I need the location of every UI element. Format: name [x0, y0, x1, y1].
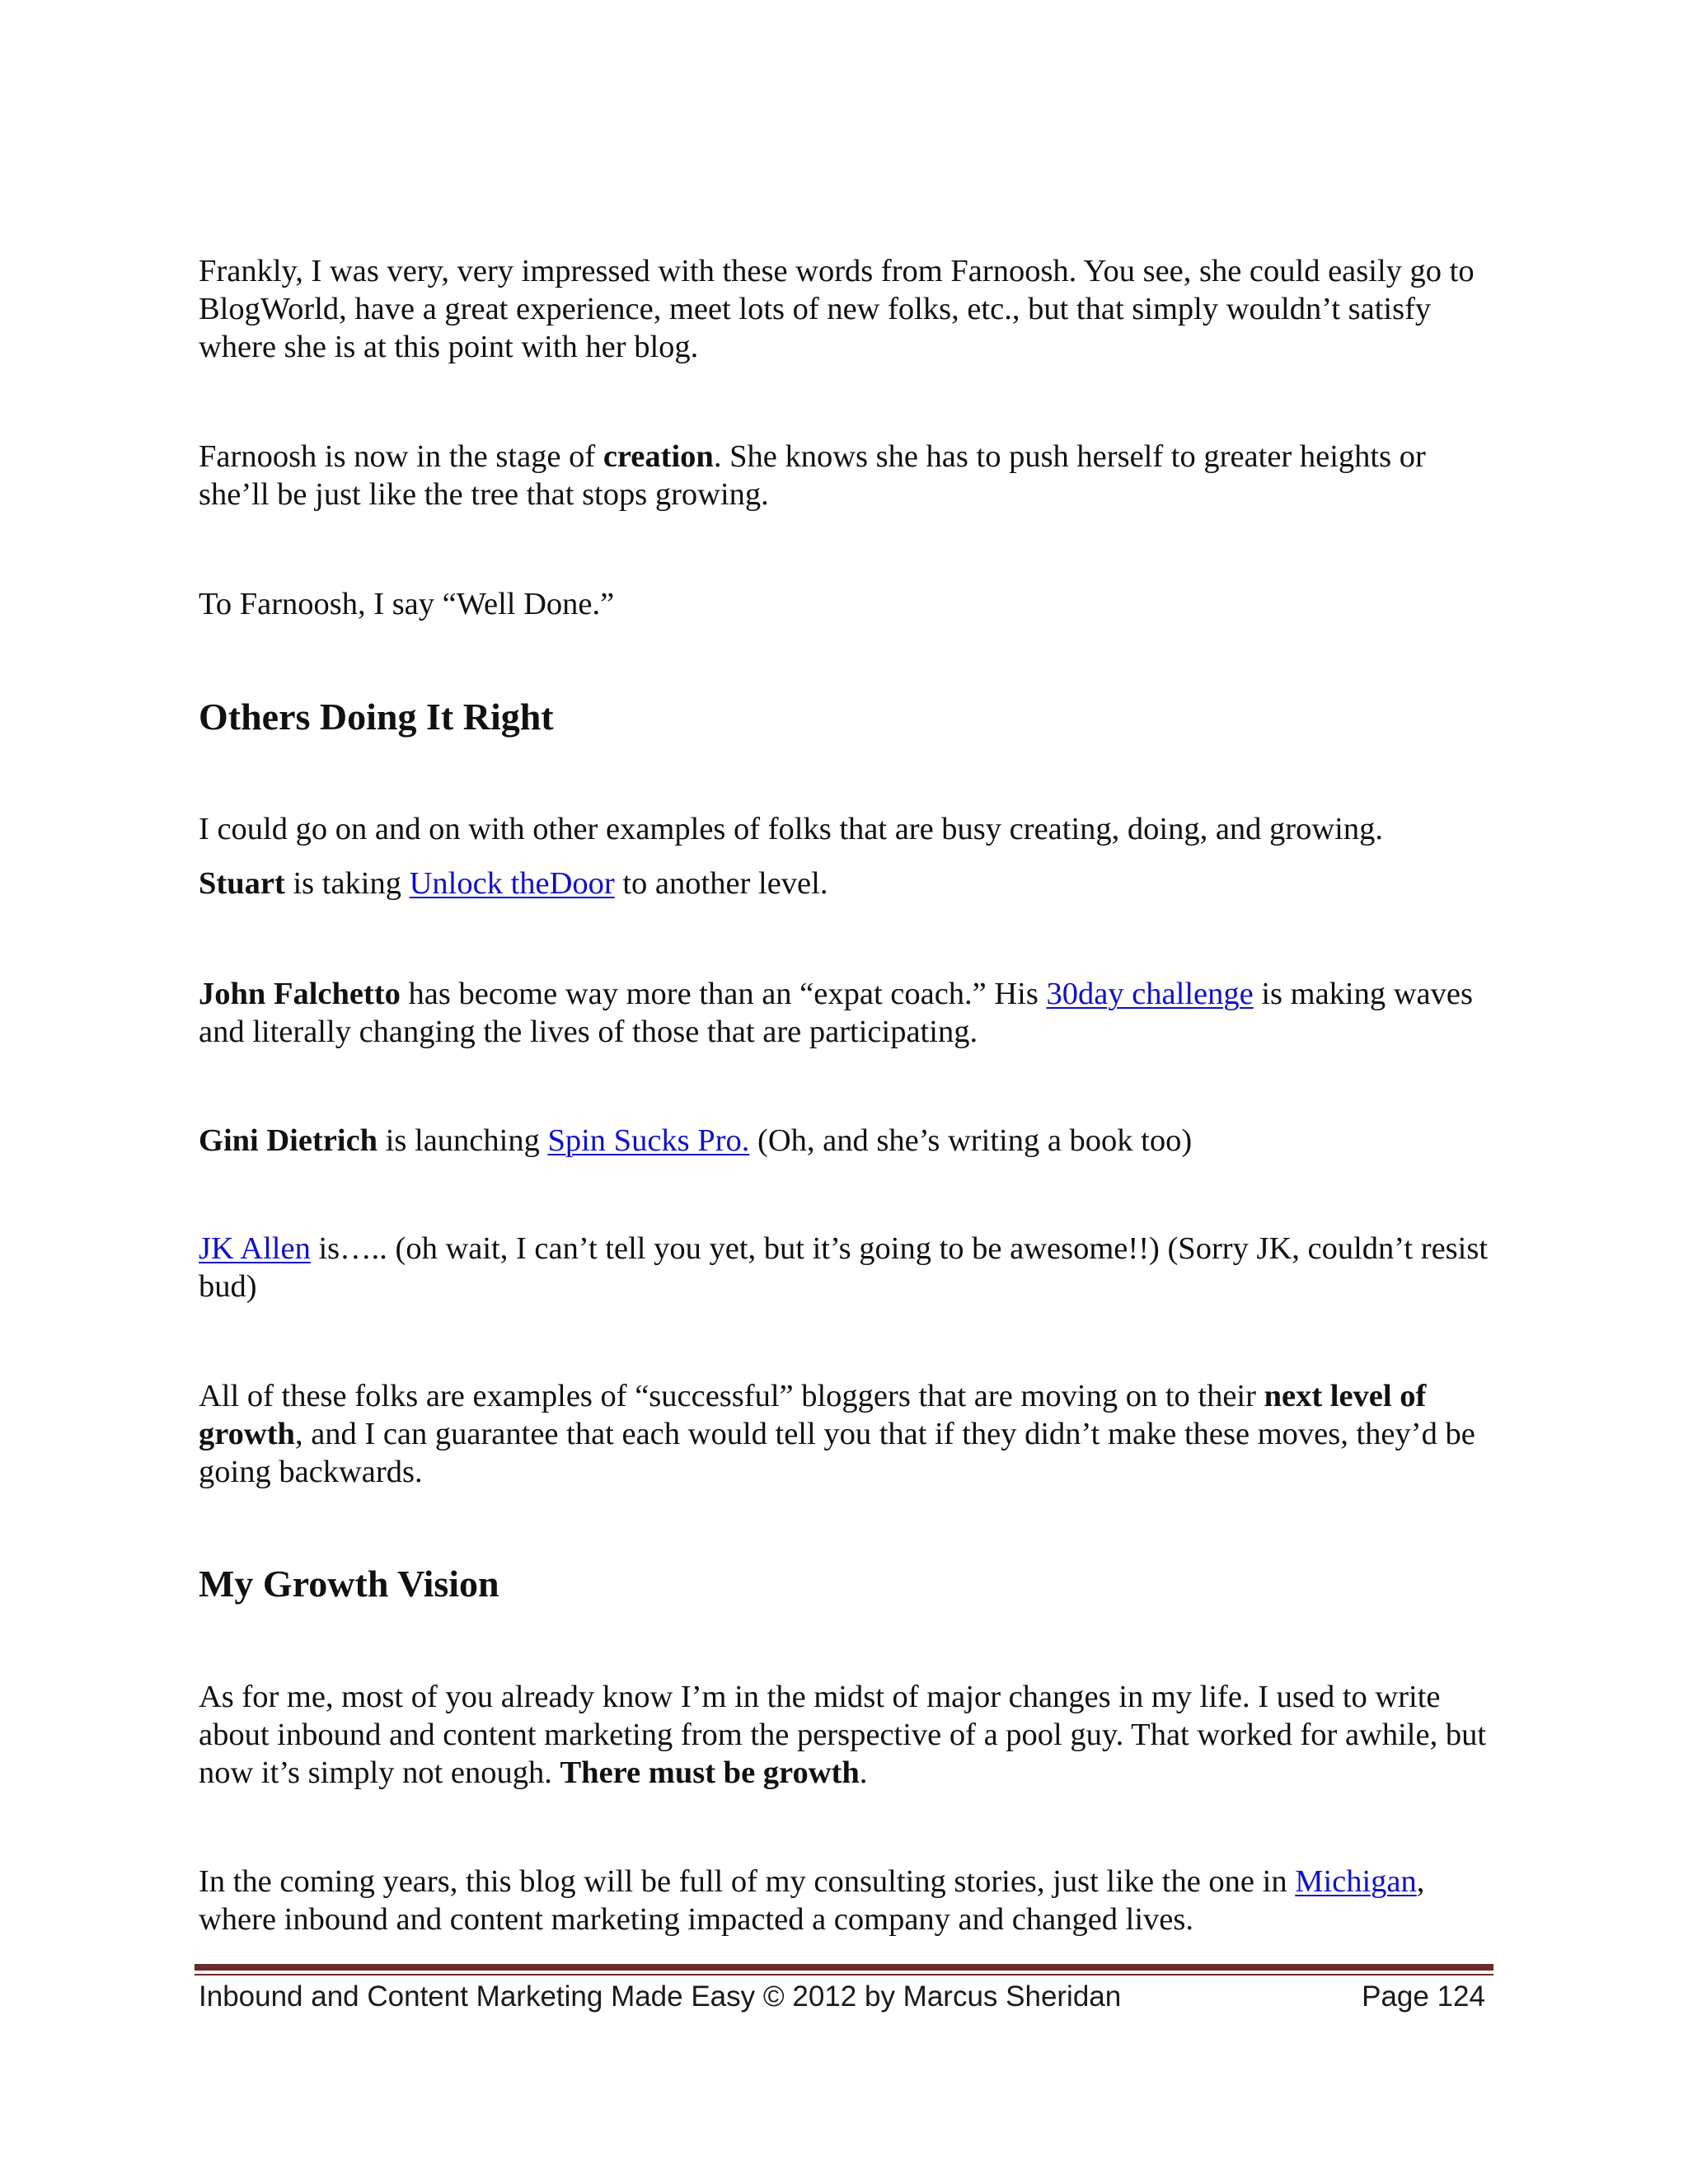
paragraph-gini-dietrich [199, 1122, 1493, 1160]
paragraph-text: is taking [284, 866, 410, 901]
footer-divider [195, 1964, 1493, 1971]
paragraph-text: In the coming years, this blog will be full of my consulting stories, just like the one in [199, 1864, 1296, 1899]
bold-next-level-of-growth: next level of growth [199, 1379, 1427, 1451]
paragraph-text: is launching [377, 1123, 548, 1158]
link-unlock-the-door[interactable]: Unlock theDoor [409, 866, 615, 901]
paragraph-text: All of these folks are examples of “successful” bloggers that are moving on to their [199, 1379, 1264, 1413]
link-jk-allen[interactable]: JK Allen [199, 1231, 311, 1266]
paragraph-text: (Oh, and she’s writing a book too) [749, 1123, 1193, 1158]
paragraph-text: As for me, most of you already know I’m in the midst of major changes in my life. I used to write about inbound and content marketing from the perspective of a pool guy. That worked for awhile, but now it’s simply not enough. [199, 1680, 1487, 1790]
paragraph-text: I could go on and on with other examples of folks that are busy creating, doing, and growing. [199, 812, 1384, 846]
paragraph-text: Frankly, I was very, very impressed with these words from Farnoosh. You see, she could easily go to BlogWorld, have a great experience, meet lots of new folks, etc., but that simply wouldn’t satisfy where she is at this point with her blog. [199, 254, 1475, 364]
paragraph-text: , where inbound and content marketing impacted a company and changed lives. [199, 1864, 1425, 1937]
bold-john-falchetto: John Falchetto [199, 977, 401, 1011]
paragraph-successful-bloggers [199, 1377, 1493, 1491]
paragraph-text: . She knows she has to push herself to greater heights or she’ll be just like the tree that stops growing. [199, 439, 1426, 512]
paragraph-as-for-me [199, 1678, 1493, 1792]
footer-page-number: Page 124 [1362, 1980, 1485, 2013]
paragraph-text: to another level. [614, 866, 828, 901]
bold-gini-dietrich: Gini Dietrich [199, 1123, 378, 1158]
paragraph-text: is making waves and literally changing the lives of those that are participating. [199, 977, 1473, 1049]
paragraph-coming-years [199, 1863, 1493, 1938]
paragraph-text: , and I can guarantee that each would tell you that if they didn’t make these moves, they’d be going backwards. [199, 1417, 1475, 1489]
paragraph-text: . [859, 1755, 868, 1790]
paragraph-farnoosh-impressed [199, 252, 1493, 366]
bold-stuart: Stuart [199, 866, 285, 901]
heading-my-growth-vision: My Growth Vision [199, 1563, 499, 1605]
paragraph-farnoosh-creation [199, 438, 1493, 513]
paragraph-john-falchetto [199, 975, 1493, 1051]
paragraph-text: has become way more than an “expat coach.” His [400, 977, 1047, 1011]
paragraph-stuart [199, 865, 1493, 902]
paragraph-text: is….. (oh wait, I can’t tell you yet, but it’s going to be awesome!!) (Sorry JK, couldn’t resist bud) [199, 1231, 1489, 1304]
paragraph-well-done [199, 585, 1493, 623]
link-30day-challenge[interactable]: 30day challenge [1046, 977, 1254, 1011]
paragraph-other-examples [199, 810, 1493, 848]
heading-others-doing-it-right: Others Doing It Right [199, 696, 554, 738]
link-michigan[interactable]: Michigan [1295, 1864, 1417, 1899]
bold-creation: creation [603, 439, 714, 474]
paragraph-text: To Farnoosh, I say “Well Done.” [199, 587, 615, 621]
paragraph-text: Farnoosh is now in the stage of [199, 439, 603, 474]
footer-divider-thin [195, 1974, 1493, 1975]
footer-book-title: Inbound and Content Marketing Made Easy © 2012 by Marcus Sheridan [199, 1980, 1122, 2013]
paragraph-jk-allen [199, 1230, 1493, 1305]
bold-there-must-be-growth: There must be growth [560, 1755, 860, 1790]
link-spin-sucks-pro[interactable]: Spin Sucks Pro. [547, 1123, 750, 1158]
